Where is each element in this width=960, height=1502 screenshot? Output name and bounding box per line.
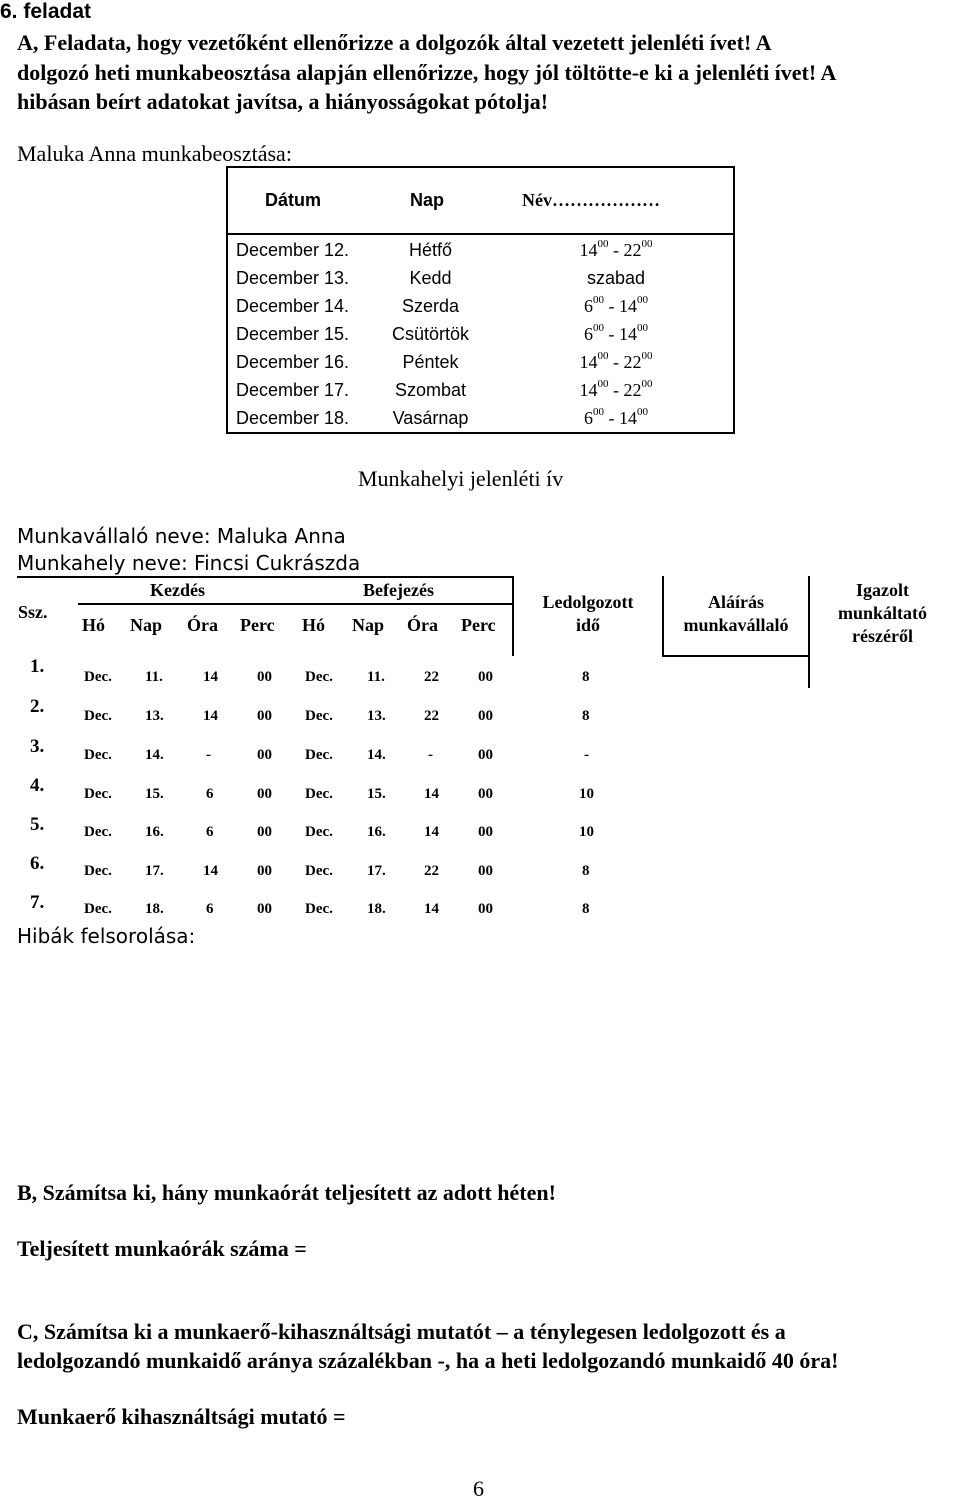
schedule-day: Péntek — [402, 352, 459, 372]
schedule-row — [226, 408, 735, 436]
schedule-row — [226, 268, 735, 296]
schedule-date: December 13. — [236, 268, 350, 288]
task-intro-line-2: dolgozó heti munkabeosztása alapján ellenőrizze, hogy jól töltötte-e ki a jelenléti ívet! A — [17, 60, 837, 85]
schedule-time: $6^{00} - 14^{00}$ — [584, 406, 648, 428]
page-number: 6 — [473, 1476, 484, 1501]
header-ssz: Ssz. — [18, 602, 48, 622]
schedule-time: szabad — [586, 268, 646, 288]
schedule-day: Szombat — [394, 380, 467, 400]
attendance-row: Dec. 17. 14 00 Dec. 17. 22 00 8 — [84, 863, 590, 879]
schedule-date: December 17. — [236, 380, 350, 400]
schedule-date: December 18. — [236, 408, 350, 428]
row-number: 7. — [30, 892, 45, 913]
schedule-row — [226, 324, 735, 352]
row-number: 1. — [30, 656, 45, 677]
header-worked-time: Ledolgozott idő — [542, 592, 634, 635]
attendance-header-rule — [662, 655, 810, 657]
schedule-day: Kedd — [409, 268, 452, 288]
schedule-day: Csütörtök — [391, 324, 470, 344]
schedule-time: $14^{00} - 22^{00}$ — [579, 238, 653, 260]
task-intro-line-3: hibásan beírt adatokat javítsa, a hiányosságokat pótolja! — [17, 89, 549, 114]
schedule-header-day: Nap — [410, 190, 445, 210]
schedule-time: $14^{00} - 22^{00}$ — [579, 378, 653, 400]
header-employee-signature: Aláírás munkavállaló — [683, 592, 789, 635]
header-start-hour: Óra — [187, 615, 218, 635]
row-number: 3. — [30, 736, 45, 757]
schedule-date: December 14. — [236, 296, 350, 316]
schedule-row — [226, 240, 735, 268]
employee-name: Munkavállaló neve: Maluka Anna — [17, 524, 346, 548]
attendance-row: Dec. 13. 14 00 Dec. 13. 22 00 8 — [84, 708, 590, 724]
header-end-minute: Perc — [461, 615, 496, 635]
schedule-header-name: Név……………… — [522, 190, 660, 210]
schedule-header-date: Dátum — [265, 190, 322, 210]
part-b-question: B, Számítsa ki, hány munkaórát teljesített az adott héten! — [17, 1180, 556, 1205]
schedule-date: December 12. — [236, 240, 350, 260]
row-number: 6. — [30, 853, 45, 874]
attendance-row: Dec. 14. - 00 Dec. 14. - 00 - — [84, 747, 589, 763]
header-start: Kezdés — [150, 580, 205, 600]
header-start-month: Hó — [82, 615, 106, 635]
schedule-day: Hétfő — [408, 240, 453, 260]
attendance-title: Munkahelyi jelenléti ív — [358, 466, 564, 491]
header-employer-verification: Igazolt munkáltató részéről — [837, 580, 927, 646]
header-start-minute: Perc — [240, 615, 275, 635]
schedule-time: $14^{00} - 22^{00}$ — [579, 350, 653, 372]
schedule-day: Szerda — [401, 296, 460, 316]
schedule-header-divider — [226, 233, 735, 235]
schedule-time: $6^{00} - 14^{00}$ — [584, 294, 648, 316]
schedule-row — [226, 380, 735, 408]
schedule-date: December 15. — [236, 324, 350, 344]
workplace-name: Munkahely neve: Fincsi Cukrászda — [17, 551, 361, 575]
row-number: 2. — [30, 696, 45, 717]
header-end-day: Nap — [352, 615, 385, 635]
row-number: 4. — [30, 775, 45, 796]
schedule-title: Maluka Anna munkabeosztása: — [17, 141, 292, 166]
part-c-question-line-2: ledolgozandó munkaidő aránya százalékban -, ha a heti ledolgozandó munkaidő 40 óra! — [17, 1348, 839, 1373]
header-start-day: Nap — [130, 615, 163, 635]
schedule-time: $6^{00} - 14^{00}$ — [584, 322, 648, 344]
part-b-answer-label: Teljesített munkaórák száma = — [17, 1236, 307, 1261]
attendance-row: Dec. 15. 6 00 Dec. 15. 14 00 10 — [84, 786, 594, 802]
header-end-month: Hó — [302, 615, 326, 635]
task-title: 6. feladat — [0, 0, 92, 23]
schedule-row — [226, 352, 735, 380]
attendance-sub-rule — [78, 603, 512, 605]
task-intro-line-1: A, Feladata, hogy vezetőként ellenőrizze a dolgozók által vezetett jelenléti ívet! A — [17, 30, 772, 55]
attendance-row: Dec. 11. 14 00 Dec. 11. 22 00 8 — [84, 669, 590, 685]
schedule-day: Vasárnap — [392, 408, 469, 428]
row-number: 5. — [30, 814, 45, 835]
header-end-hour: Óra — [407, 615, 438, 635]
schedule-date: December 16. — [236, 352, 350, 372]
schedule-row — [226, 296, 735, 324]
attendance-top-rule — [17, 576, 512, 578]
errors-label: Hibák felsorolása: — [17, 924, 196, 948]
part-c-question-line-1: C, Számítsa ki a munkaerő-kihasználtsági mutatót – a ténylegesen ledolgozott és a — [17, 1319, 786, 1344]
part-c-answer-label: Munkaerő kihasználtsági mutató = — [17, 1404, 346, 1429]
header-end: Befejezés — [363, 580, 434, 600]
attendance-row: Dec. 16. 6 00 Dec. 16. 14 00 10 — [84, 824, 594, 840]
attendance-row: Dec. 18. 6 00 Dec. 18. 14 00 8 — [84, 901, 590, 917]
